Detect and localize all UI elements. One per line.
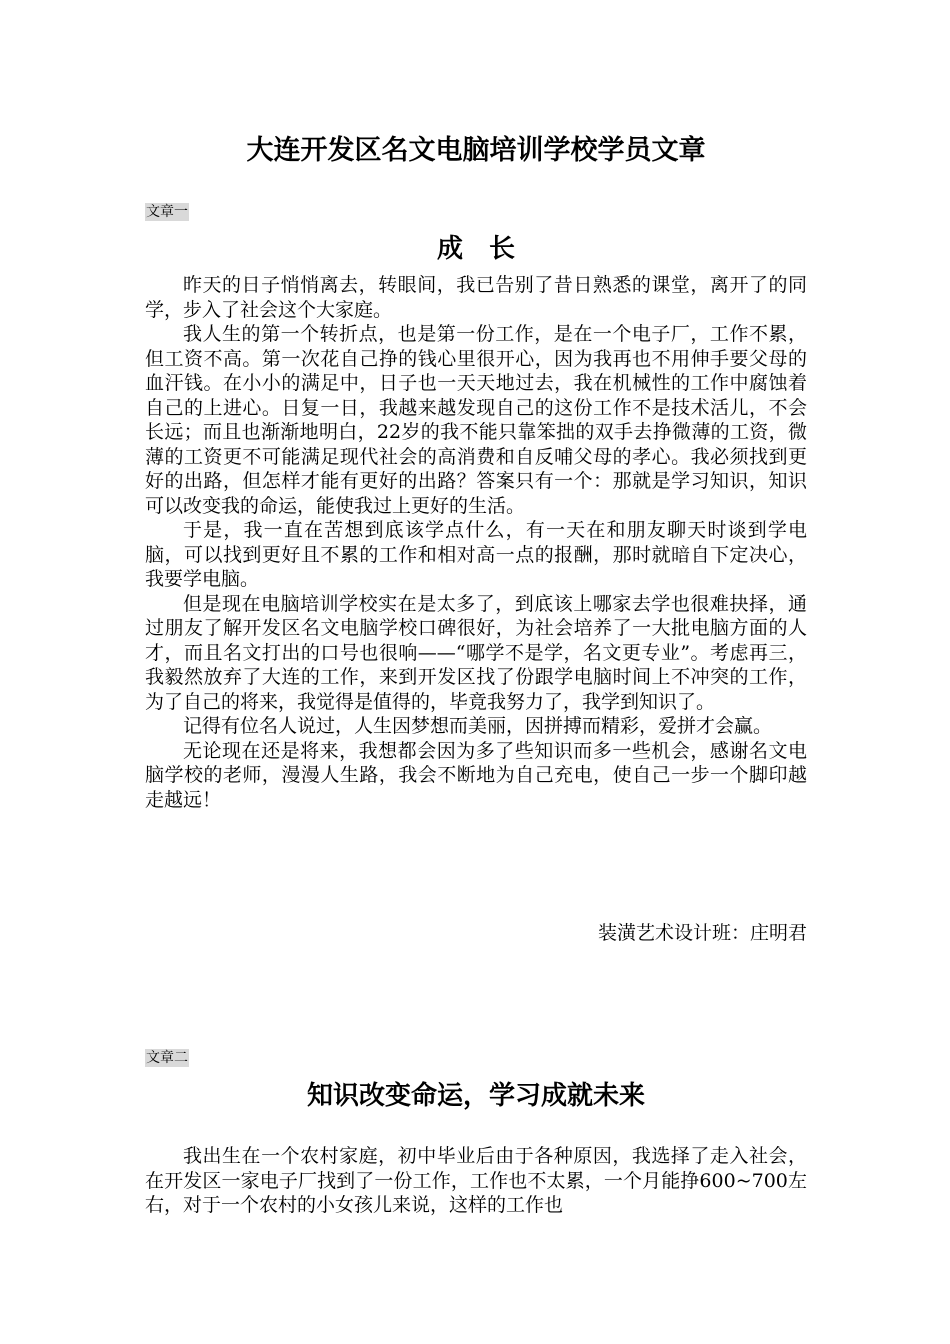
article2-body <box>145 1144 807 1218</box>
article1-paragraph: 我人生的第一个转折点，也是第一份工作，是在一个电子厂，工作不累，但工资不高。第一次花自己挣的钱心里很开心，因为我再也不用伸手要父母的血汗钱。在小小的满足中，日子也一天天地过去，我在机械性的工作中腐蚀着自己的上进心。日复一日，我越来越发现自己的这份工作不是技术活儿，不会长远；而且也渐渐地明白，22岁的我不能只靠笨拙的双手去挣微薄的工资，微薄的工资更不可能满足现代社会的高消费和自反哺父母的孝心。我必须找到更好的出路，但怎样才能有更好的出路？答案只有一个：那就是学习知识，知识可以改变我的命运，能使我过上更好的生活。 <box>145 323 807 517</box>
article1-tag: 文章一 <box>146 204 188 220</box>
article2-tag: 文章二 <box>146 1050 188 1066</box>
article2-paragraph: 我出生在一个农村家庭，初中毕业后由于各种原因，我选择了走入社会，在开发区一家电子厂找到了一份工作，工作也不太累，一个月能挣600~700左右，对于一个农村的小女孩儿来说，这样的工作也 <box>145 1145 807 1216</box>
article1-paragraph: 昨天的日子悄悄离去，转眼间，我已告别了昔日熟悉的课堂，离开了的同学，步入了社会这个大家庭。 <box>145 274 807 321</box>
document-title: 大连开发区名文电脑培训学校学员文章 <box>246 135 706 166</box>
article1-signature: 装潢艺术设计班：庄明君 <box>597 922 807 944</box>
article1-paragraph: 于是，我一直在苦想到底该学点什么，有一天在和朋友聊天时谈到学电脑，可以找到更好且不累的工作和相对高一点的报酬，那时就暗自下定决心，我要学电脑。 <box>145 519 807 590</box>
article1-paragraph: 记得有位名人说过，人生因梦想而美丽，因拼搏而精彩，爱拼才会赢。 <box>183 715 773 737</box>
article1-title: 成 长 <box>436 234 515 264</box>
article1-paragraph: 无论现在还是将来，我想都会因为多了些知识而多一些机会，感谢名文电脑学校的老师，漫漫人生路，我会不断地为自己充电，使自己一步一个脚印越走越远！ <box>145 739 807 811</box>
article1-body <box>145 273 807 812</box>
article1-paragraph: 但是现在电脑培训学校实在是太多了，到底该上哪家去学也很难抉择，通过朋友了解开发区名文电脑学校口碑很好，为社会培养了一大批电脑方面的人才，而且名文打出的口号也很响——“哪学不是学，名文更专业”。考虑再三，我毅然放弃了大连的工作，来到开发区找了份跟学电脑时间上不冲突的工作，为了自己的将来，我觉得是值得的，毕竟我努力了，我学到知识了。 <box>145 592 807 713</box>
article2-title: 知识改变命运，学习成就未来 <box>306 1081 645 1111</box>
